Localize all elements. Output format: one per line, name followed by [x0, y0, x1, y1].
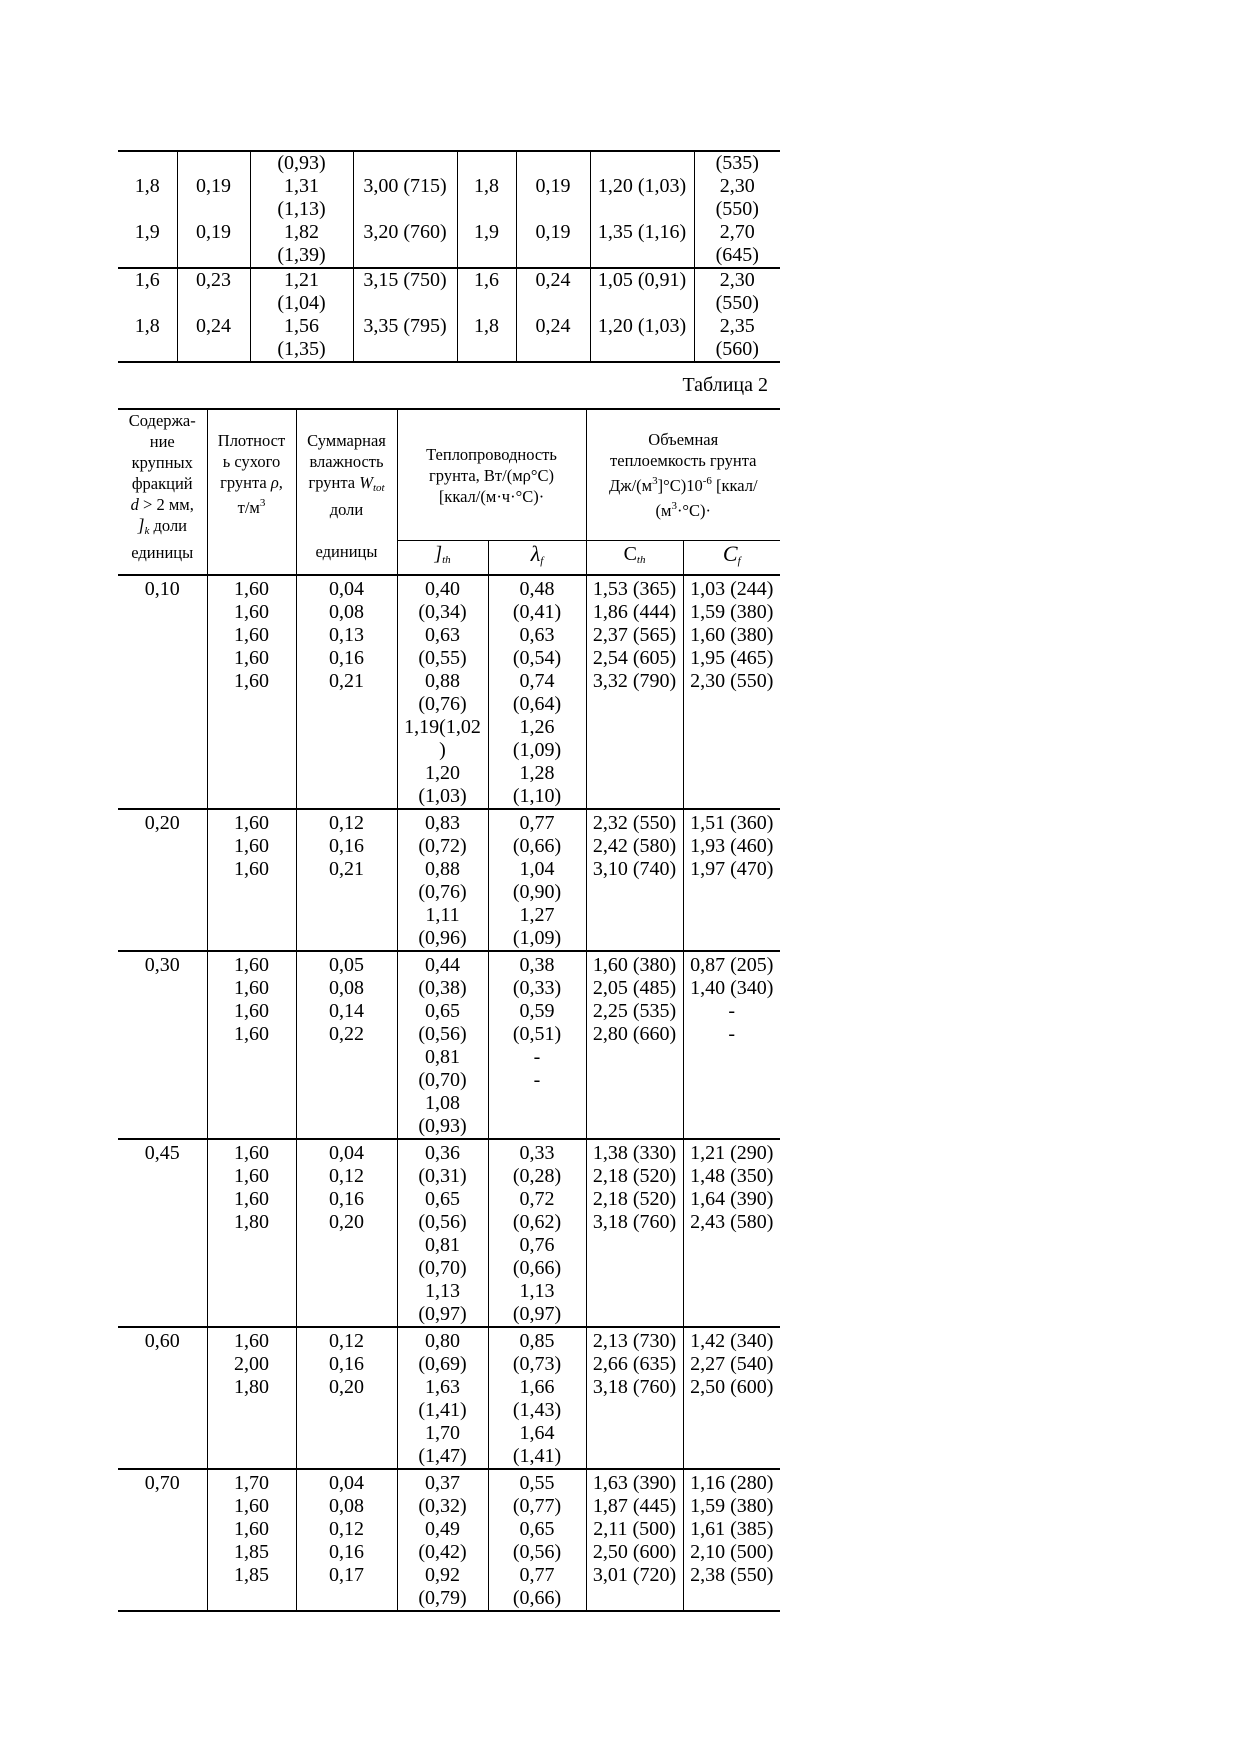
table-cell: (535)	[694, 151, 780, 175]
table-cell-lf: 0,33 (0,28) 0,72 (0,62) 0,76 (0,66) 1,13 (0,97)	[488, 1139, 586, 1327]
table-cell: (550)	[715, 198, 759, 220]
table-cell: 1,20 (1,03)	[590, 315, 694, 338]
table-cell: (0,93)	[250, 151, 353, 175]
table-cell	[177, 151, 250, 175]
table-cell: 1,9	[457, 221, 516, 244]
table-cell: 0,24	[516, 315, 590, 338]
table-cell	[590, 292, 694, 315]
table-cell: (1,39)	[250, 244, 353, 268]
subheader-c-th-sub: th	[636, 554, 646, 566]
table-cell: 0,19	[516, 175, 590, 198]
soil-thermal-table-body	[118, 575, 780, 1611]
table-row	[118, 1139, 780, 1327]
header-coarse-fraction-content	[118, 409, 207, 575]
table-row	[118, 268, 780, 292]
table-row	[118, 151, 780, 175]
table-cell-cf: 1,03 (244) 1,59 (380) 1,60 (380) 1,95 (465) 2,30 (550)	[683, 575, 780, 809]
table-cell-content: 0,30	[118, 951, 207, 1139]
table-cell-moisture: 0,04 0,12 0,16 0,20	[296, 1139, 397, 1327]
table-cell: 1,9	[118, 221, 177, 244]
header-col5-sup1: 3	[652, 475, 658, 487]
table-cell-content: 0,20	[118, 809, 207, 951]
header-col1-symbol: ]	[137, 515, 145, 535]
table-cell	[590, 151, 694, 175]
table-cell-content: 0,45	[118, 1139, 207, 1327]
table-cell: 0,23	[177, 268, 250, 292]
table-row	[118, 1327, 780, 1469]
header-col2-text: Плотност ь сухого грунта	[217, 431, 286, 492]
table-cell-moisture: 0,04 0,08 0,13 0,16 0,21	[296, 575, 397, 809]
table-cell: 0,19	[177, 221, 250, 244]
table-cell: 1,8	[118, 175, 177, 198]
table-cell: 1,35 (1,16)	[590, 221, 694, 244]
table-cell	[353, 338, 457, 362]
table-cell-cth: 2,13 (730) 2,66 (635) 3,18 (760)	[586, 1327, 683, 1469]
table-cell: 0,19	[516, 221, 590, 244]
table-row	[118, 1469, 780, 1611]
table-cell	[516, 151, 590, 175]
subheader-lambda-th-symbol: ]	[434, 543, 443, 565]
table-cell	[177, 198, 250, 221]
table-cell: 1,8	[118, 315, 177, 338]
soil-thermal-table	[118, 408, 780, 1612]
header-col1-sub: k	[144, 525, 150, 537]
table-cell-cth: 1,53 (365) 1,86 (444) 2,37 (565) 2,54 (605) 3,32 (790)	[586, 575, 683, 809]
subheader-c-f	[683, 541, 780, 576]
table-cell-lth: 0,36 (0,31) 0,65 (0,56) 0,81 (0,70) 1,13 (0,97)	[397, 1139, 488, 1327]
header-col1-text: Содержа- ние крупных фракций	[128, 411, 196, 493]
header-col2-unit: т/м	[237, 498, 260, 517]
table-cell: (1,35)	[250, 338, 353, 362]
header-col1-gt: > 2 мм,	[138, 495, 194, 514]
table-cell	[457, 338, 516, 362]
table-cell	[457, 244, 516, 268]
table-row	[118, 198, 780, 221]
table-cell: 3,15 (750)	[353, 268, 457, 292]
table-cell	[177, 292, 250, 315]
table-row	[118, 338, 780, 362]
header-col1-d: d	[130, 495, 139, 514]
table-cell-density: 1,60 1,60 1,60 1,60	[207, 951, 296, 1139]
continuation-table	[118, 150, 780, 363]
table-cell-moisture: 0,04 0,08 0,12 0,16 0,17	[296, 1469, 397, 1611]
table-cell: (550)	[715, 292, 759, 314]
header-col5-c: [ккал/	[711, 476, 758, 495]
table-cell-moisture: 0,12 0,16 0,21	[296, 809, 397, 951]
subheader-c-f-sub: f	[737, 555, 741, 567]
table-cell	[516, 338, 590, 362]
subheader-lambda-th	[397, 541, 488, 576]
table-cell	[353, 151, 457, 175]
header-col5-d: (м	[655, 501, 672, 520]
header-col2-rho: ρ,	[266, 473, 283, 492]
table-cell	[118, 244, 177, 268]
table-cell-cf: 1,21 (290) 1,48 (350) 1,64 (390) 2,43 (580)	[683, 1139, 780, 1327]
table-cell-lf: 0,85 (0,73) 1,66 (1,43) 1,64 (1,41)	[488, 1327, 586, 1469]
table-cell	[590, 198, 694, 221]
table-cell: (560)	[694, 338, 780, 362]
header-col5-sup3: 3	[671, 500, 677, 512]
table-cell-lth: 0,40 (0,34) 0,63 (0,55) 0,88 (0,76) 1,19(1,02 ) 1,20 (1,03)	[397, 575, 488, 809]
table-cell	[516, 198, 590, 221]
table-cell	[177, 244, 250, 268]
table-cell	[177, 338, 250, 362]
table-cell-lth: 0,37 (0,32) 0,49 (0,42) 0,92 (0,79)	[397, 1469, 488, 1611]
table-cell-moisture: 0,05 0,08 0,14 0,22	[296, 951, 397, 1139]
table-cell	[457, 151, 516, 175]
table-cell-lth: 0,80 (0,69) 1,63 (1,41) 1,70 (1,47)	[397, 1327, 488, 1469]
subheader-c-f-symbol: C	[722, 541, 738, 566]
table-cell: (1,04)	[250, 292, 353, 315]
header-total-moisture	[296, 409, 397, 575]
header-col3-units: единицы	[315, 542, 378, 561]
header-dry-density	[207, 409, 296, 575]
subheader-lambda-f	[488, 541, 586, 576]
table-caption: Таблица 2	[682, 374, 768, 396]
table-cell	[457, 198, 516, 221]
table-cell-lth: 0,44 (0,38) 0,65 (0,56) 0,81 (0,70) 1,08 (0,93)	[397, 951, 488, 1139]
table-cell: 0,24	[177, 315, 250, 338]
table-cell: 1,82	[250, 221, 353, 244]
table-cell	[118, 338, 177, 362]
table-cell: 2,70	[719, 221, 755, 243]
table-cell-lf: 0,48 (0,41) 0,63 (0,54) 0,74 (0,64) 1,26 (1,09) 1,28 (1,10)	[488, 575, 586, 809]
table-cell-content: 0,10	[118, 575, 207, 809]
subheader-lambda-f-sub: f	[540, 555, 544, 567]
table-cell	[516, 244, 590, 268]
subheader-c-th-symbol: C	[623, 543, 637, 565]
table-cell: 1,8	[457, 175, 516, 198]
table-cell: (1,13)	[250, 198, 353, 221]
table-cell-cf: 1,42 (340) 2,27 (540) 2,50 (600)	[683, 1327, 780, 1469]
table-row	[118, 809, 780, 951]
table-cell	[457, 292, 516, 315]
table-cell	[118, 292, 177, 315]
table-row	[118, 221, 780, 244]
table-cell: 1,21	[250, 268, 353, 292]
table-cell: 1,6	[457, 268, 516, 292]
table-cell-cth: 1,63 (390) 1,87 (445) 2,11 (500) 2,50 (600) 3,01 (720)	[586, 1469, 683, 1611]
table-cell-density: 1,60 1,60 1,60	[207, 809, 296, 951]
table-cell-content: 0,70	[118, 1469, 207, 1611]
table-cell: 2,35	[719, 315, 755, 337]
table-cell	[353, 198, 457, 221]
table-cell: 3,00 (715)	[353, 175, 457, 198]
table-cell-density: 1,70 1,60 1,60 1,85 1,85	[207, 1469, 296, 1611]
table-cell: 3,20 (760)	[353, 221, 457, 244]
table-cell-moisture: 0,12 0,16 0,20	[296, 1327, 397, 1469]
table-cell: 1,8	[457, 315, 516, 338]
table-cell-lf: 0,55 (0,77) 0,65 (0,56) 0,77 (0,66)	[488, 1469, 586, 1611]
table-row	[118, 175, 780, 198]
table-cell-cf: 1,51 (360) 1,93 (460) 1,97 (470)	[683, 809, 780, 951]
table-cell-lf: 0,77 (0,66) 1,04 (0,90) 1,27 (1,09)	[488, 809, 586, 951]
table-cell: 1,31	[250, 175, 353, 198]
header-col3-sub: tot	[372, 482, 385, 494]
table-cell-cth: 1,38 (330) 2,18 (520) 2,18 (520) 3,18 (760)	[586, 1139, 683, 1327]
table-cell: 1,6	[118, 268, 177, 292]
table-cell	[516, 292, 590, 315]
header-col5-e: ·°С)·	[676, 501, 712, 520]
table-cell	[353, 292, 457, 315]
table-cell: 3,35 (795)	[353, 315, 457, 338]
header-heat-capacity	[586, 409, 780, 541]
table-cell	[590, 338, 694, 362]
table-cell-cth: 1,60 (380) 2,05 (485) 2,25 (535) 2,80 (660)	[586, 951, 683, 1139]
table-cell: 0,24	[516, 268, 590, 292]
table-row	[118, 292, 780, 315]
table-cell-density: 1,60 1,60 1,60 1,80	[207, 1139, 296, 1327]
header-col5-a: Объемная теплоемкость грунта Дж/(м	[608, 430, 757, 495]
table-cell: 0,19	[177, 175, 250, 198]
table-row	[118, 315, 780, 338]
header-col5-b: ]°С)10	[657, 476, 703, 495]
table-cell-cf: 0,87 (205) 1,40 (340) - -	[683, 951, 780, 1139]
header-col3-tail: доли	[329, 500, 364, 519]
header-thermal-conductivity	[397, 409, 586, 541]
table-cell	[118, 151, 177, 175]
table-cell-cf: 1,16 (280) 1,59 (380) 1,61 (385) 2,10 (500) 2,38 (550)	[683, 1469, 780, 1611]
subheader-lambda-th-sub: th	[442, 554, 451, 566]
table-cell	[590, 244, 694, 268]
table-cell-lth: 0,83 (0,72) 0,88 (0,76) 1,11 (0,96)	[397, 809, 488, 951]
table-cell-density: 1,60 2,00 1,80	[207, 1327, 296, 1469]
header-col1-units: единицы	[131, 543, 194, 562]
table-row	[118, 244, 780, 268]
subheader-c-th	[586, 541, 683, 576]
table-cell-density: 1,60 1,60 1,60 1,60 1,60	[207, 575, 296, 809]
table-cell: 2,30	[719, 175, 755, 197]
table-row	[118, 951, 780, 1139]
table-cell: 1,56	[250, 315, 353, 338]
table-cell: 2,30	[694, 268, 780, 292]
table-cell-cth: 2,32 (550) 2,42 (580) 3,10 (740)	[586, 809, 683, 951]
table-cell	[118, 198, 177, 221]
table-cell-lf: 0,38 (0,33) 0,59 (0,51) - -	[488, 951, 586, 1139]
header-col3-w: W	[355, 473, 373, 492]
table-cell: (645)	[715, 244, 759, 266]
table-cell-content: 0,60	[118, 1327, 207, 1469]
table-row	[118, 575, 780, 809]
header-col1-tail: доли	[149, 516, 188, 535]
continuation-table-body	[118, 151, 780, 362]
subheader-lambda-f-symbol: λ	[530, 541, 541, 566]
header-col5-sup2: -6	[702, 475, 712, 487]
table-cell	[353, 244, 457, 268]
table-cell: 1,20 (1,03)	[590, 175, 694, 198]
table-cell: 1,05 (0,91)	[590, 268, 694, 292]
header-col2-sup: 3	[259, 497, 266, 509]
header-col4-text: Теплопроводность грунта, Вт/(мρ°С) [ккал/(м·ч·°С)·	[426, 444, 557, 506]
header-col3-text: Суммарная влажность грунта	[307, 431, 386, 492]
